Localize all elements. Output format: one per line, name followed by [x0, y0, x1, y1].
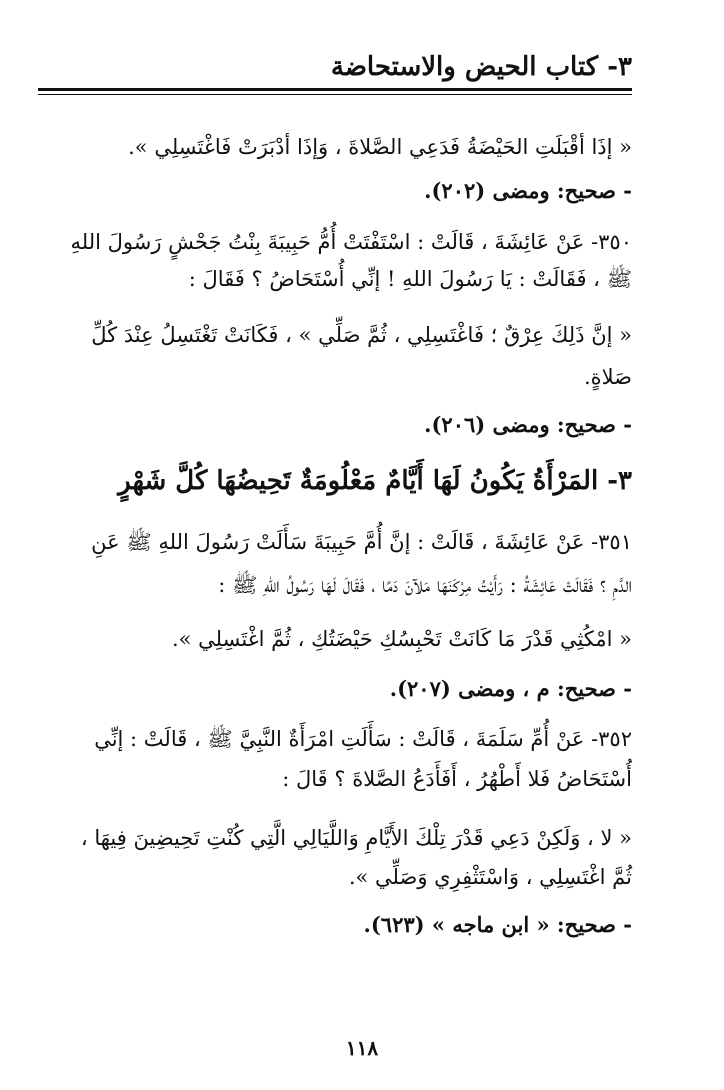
- hadith-text-line: « امْكُثِي قَدْرَ مَا كَانَتْ تَحْبِسُكِ حَيْضَتُكِ ، ثُمَّ اغْتَسِلِي ».: [171, 627, 632, 651]
- hadith-text-line: « إذَا أقْبَلَتِ الحَيْضَةُ فَدَعِي الصَّلاةَ ، وَإذَا أدْبَرَتْ فَاغْتَسِلِي ».: [128, 135, 632, 159]
- chapter-header: ٣- كتاب الحيض والاستحاضة: [330, 52, 632, 82]
- hadith-text-line: ثُمَّ اغْتَسِلِي ، وَاسْتَثْفِرِي وَصَلِّي ».: [348, 865, 632, 889]
- section-heading: ٣- المَرْأَةُ يَكُونُ لَهَا أَيَّامٌ مَعْلُومَةٌ تَحِيضُهَا كُلَّ شَهْرٍ: [118, 466, 632, 496]
- hadith-text-line: الدَّمِ ؟ فَقَالَتْ عَائِشَةُ : رَأَيْتُ مِرْكَنَهَا مَلآنَ دَمًا ، فَقَالَ لَهَا رَسُولُ اللهِ ﷺ :: [218, 573, 632, 597]
- hadith-text-line: صَلاةٍ.: [583, 365, 632, 389]
- header-rule: [38, 88, 632, 91]
- hadith-text-line: ٣٥١- عَنْ عَائِشَةَ ، قَالَتْ : إنَّ أُمَّ حَبِيبَةَ سَأَلَتْ رَسُولَ اللهِ ﷺ عَنِ: [91, 530, 632, 554]
- grading-line: - صحيح: « ابن ماجه » (٦٢٣).: [363, 912, 632, 937]
- grading-line: - صحيح: م ، ومضى (٢٠٧).: [389, 676, 632, 701]
- hadith-text-line: ٣٥٢- عَنْ أُمِّ سَلَمَةَ ، قَالَتْ : سَأَلَتِ امْرَأَةٌ النَّبِيَّ ﷺ ، قَالَتْ : إنِّي: [94, 727, 632, 751]
- hadith-text-line: ٣٥٠- عَنْ عَائِشَةَ ، قَالَتْ : اسْتَفْتَتْ أُمُّ حَبِيبَةَ بِنْتُ جَحْشٍ رَسُولَ اللهِ: [70, 230, 632, 254]
- hadith-text-line: ﷺ ، فَقَالَتْ : يَا رَسُولَ اللهِ ! إنِّي أُسْتَحَاضُ ؟ فَقَالَ :: [188, 267, 632, 291]
- page-number: ١١٨: [345, 1036, 379, 1060]
- grading-line: - صحيح: ومضى (٢٠٦).: [424, 412, 632, 437]
- header-rule-thin: [38, 94, 632, 95]
- grading-line: - صحيح: ومضى (٢٠٢).: [424, 178, 632, 203]
- hadith-text-line: أُسْتَحَاضُ فَلا أَطْهُرُ ، أَفَأَدَعُ الصَّلاةَ ؟ قَالَ :: [282, 767, 632, 791]
- hadith-text-line: « لا ، وَلَكِنْ دَعِي قَدْرَ تِلْكَ الأَيَّامِ وَاللَّيَالِي الَّتِي كُنْتِ تَحِيضِينَ فِيهَا ،: [80, 826, 632, 850]
- hadith-text-line: « إنَّ ذَلِكَ عِرْقٌ ؛ فَاغْتَسِلِي ، ثُمَّ صَلِّي » ، فَكَانَتْ تَغْتَسِلُ عِنْدَ كُلِّ: [91, 323, 632, 347]
